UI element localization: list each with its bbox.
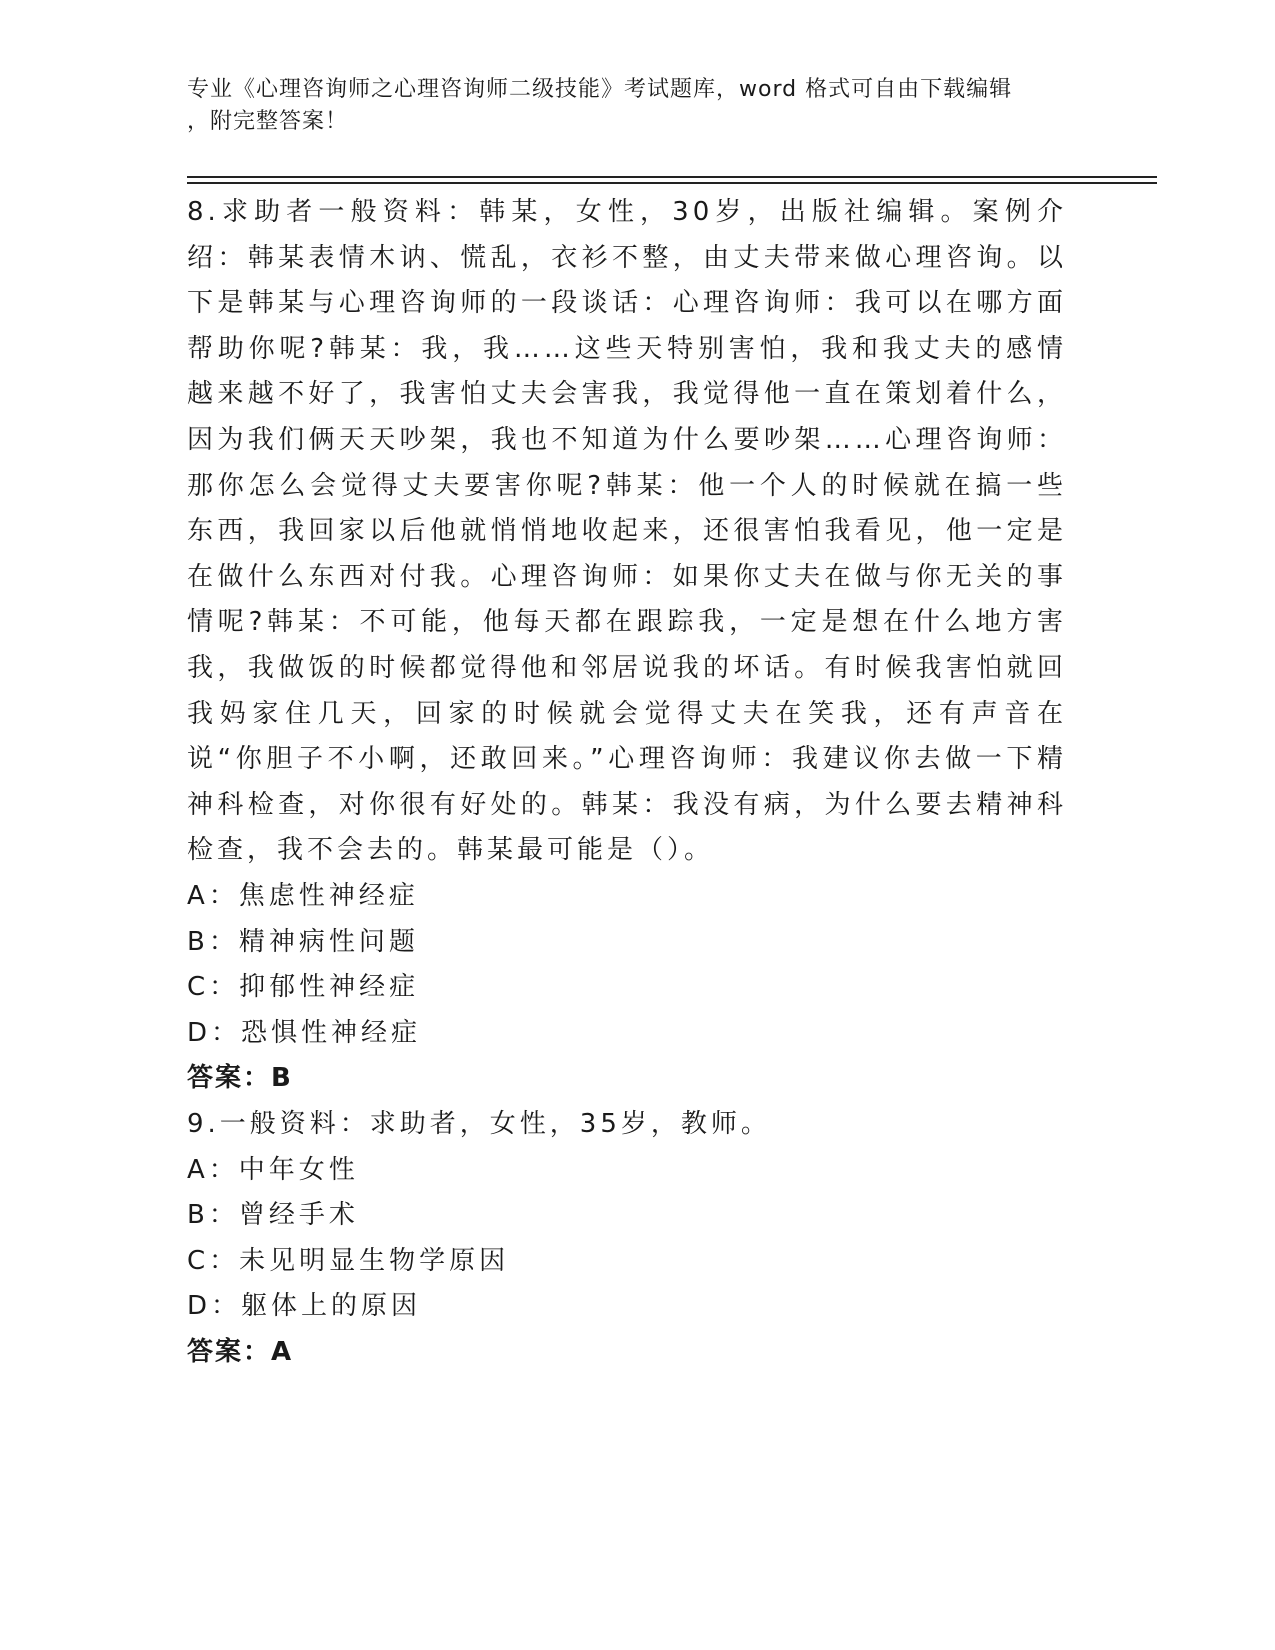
- question-8: [187, 190, 1067, 1102]
- question-stem: 8.求助者一般资料：韩某，女性，30岁，出版社编辑。案例介绍：韩某表情木讷、慌乱，衣衫不整，由丈夫带来做心理咨询。以下是韩某与心理咨询师的一段谈话：心理咨询师：我可以在哪方面帮助你呢?韩某：我，我……这些天特别害怕，我和我丈夫的感情越来越不好了，我害怕丈夫会害我，我觉得他一直在策划着什么，因为我们俩天天吵架，我也不知道为什么要吵架……心理咨询师：那你怎么会觉得丈夫要害你呢?韩某：他一个人的时候就在搞一些东西，我回家以后他就悄悄地收起来，还很害怕我看见，他一定是在做什么东西对付我。心理咨询师：如果你丈夫在做与你无关的事情呢?韩某：不可能，他每天都在跟踪我，一定是想在什么地方害我，我做饭的时候都觉得他和邻居说我的坏话。有时候我害怕就回我妈家住几天，回家的时候就会觉得丈夫在笑我，还有声音在说“你胆子不小啊，还敢回来。”心理咨询师：我建议你去做一下精神科检查，对你很有好处的。韩某：我没有病，为什么要去精神科检查，我不会去的。韩某最可能是（）。: [187, 197, 1067, 866]
- option-c: C：未见明显生物学原因: [187, 1245, 510, 1276]
- header-divider-thick: [187, 176, 1157, 178]
- option-c: C：抑郁性神经症: [187, 972, 420, 1003]
- header-line-1: 专业《心理咨询师之心理咨询师二级技能》考试题库，word 格式可自由下载编辑: [187, 77, 1013, 102]
- document-header: [187, 74, 1067, 138]
- option-a: A：中年女性: [187, 1154, 359, 1185]
- option-d: D：躯体上的原因: [187, 1291, 422, 1322]
- option-d: D：恐惧性神经症: [187, 1017, 422, 1048]
- header-line-2: ，附完整答案！: [187, 109, 349, 134]
- question-stem: 9.一般资料：求助者，女性，35岁，教师。: [187, 1109, 771, 1139]
- header-divider-thin: [187, 182, 1157, 184]
- option-b: B：精神病性问题: [187, 926, 419, 957]
- question-9: [187, 1102, 1067, 1376]
- answer-line: 答案：A: [187, 1336, 294, 1367]
- option-b: B：曾经手术: [187, 1200, 359, 1231]
- option-a: A：焦虑性神经症: [187, 880, 419, 911]
- answer-line: 答案：B: [187, 1063, 293, 1094]
